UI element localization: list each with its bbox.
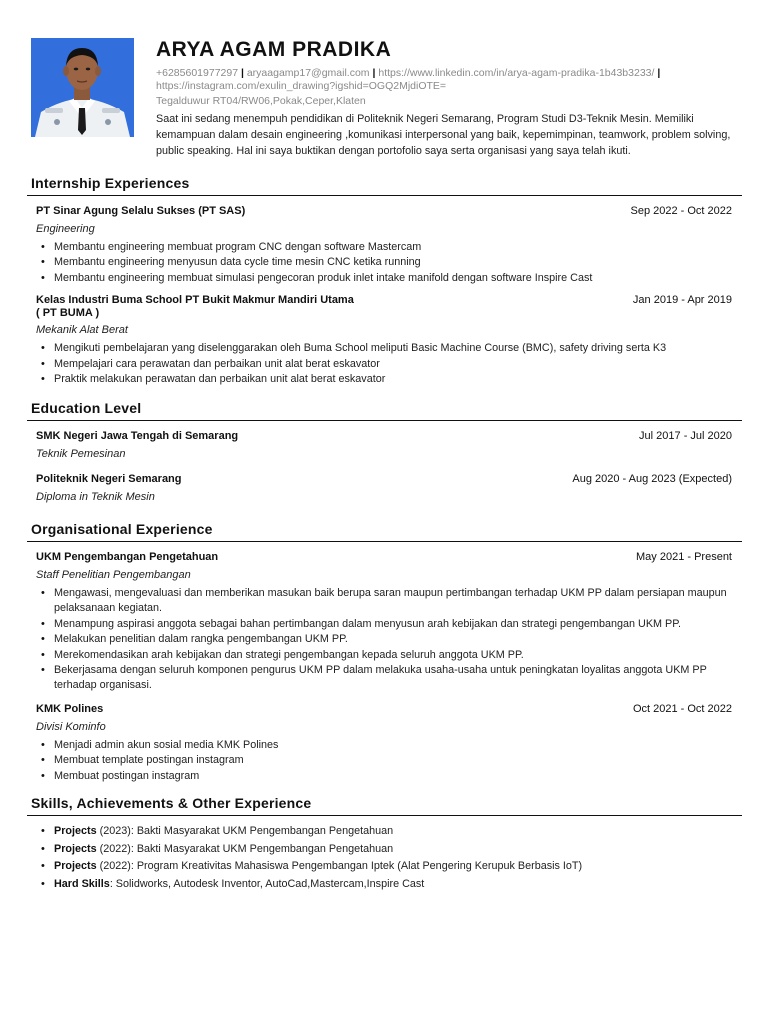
organisation-entry (27, 703, 742, 784)
list-item: • Mengawasi, mengevaluasi dan memberikan masukan baik berupa saran maupun pertimbangan terhadap UKM PP dalam persiapan maupun pelaksanaan kegiatan. (36, 586, 732, 617)
section-title: Education Level (31, 400, 142, 416)
item-label: Projects (54, 825, 97, 837)
section-divider (27, 420, 742, 421)
study-program: Diploma in Teknik Mesin (36, 491, 155, 503)
bullet-list (36, 341, 732, 387)
organization-name-line: ( PT BUMA ) (36, 307, 100, 320)
section-title: Internship Experiences (31, 175, 190, 191)
education-entry (27, 473, 742, 504)
candidate-name: ARYA AGAM PRADIKA (156, 38, 392, 61)
school-name: Politeknik Negeri Semarang (36, 473, 182, 485)
role-title: Staff Penelitian Pengembangan (36, 569, 191, 581)
date-range: Jan 2019 - Apr 2019 (632, 294, 732, 307)
section-divider (27, 815, 742, 816)
section-title: Skills, Achievements & Other Experience (31, 795, 312, 811)
role-title: Mekanik Alat Berat (36, 324, 128, 337)
organization-name: UKM Pengembangan Pengetahuan (36, 551, 219, 563)
organization-name-line: Kelas Industri Buma School PT Bukit Makmur Mandiri Utama (36, 294, 354, 307)
date-range: May 2021 - Present (636, 551, 732, 563)
date-range: Sep 2022 - Oct 2022 (630, 205, 732, 217)
item-label: Hard Skills (54, 877, 110, 890)
list-item: • Membantu engineering membuat program CNC dengan software Mastercam (36, 240, 732, 255)
date-range: Oct 2021 - Oct 2022 (632, 702, 732, 715)
item-text: : Solidworks, Autodesk Inventor, AutoCad,Mastercam,Inspire Cast (109, 877, 425, 890)
list-item (36, 841, 742, 859)
list-item: • Membantu engineering menyusun data cycle time mesin CNC ketika running (36, 255, 732, 270)
bullet-list (36, 738, 732, 784)
education-entry (27, 430, 742, 461)
list-item: • Merekomendasikan arah kebijakan dan strategi pengembangan kepada seluruh anggota UKM PP. (36, 648, 732, 663)
separator: | (240, 67, 244, 79)
role-title: Engineering (36, 223, 95, 235)
email-link[interactable]: aryaagamp17@gmail.com (246, 67, 370, 79)
experience-entry (27, 205, 742, 286)
organisation-section (27, 520, 742, 784)
list-item (36, 876, 742, 894)
separator: | (372, 67, 376, 79)
date-range: Aug 2020 - Aug 2023 (Expected) (572, 473, 732, 485)
item-text: (2022): Bakti Masyarakat UKM Pengembangan Pengetahuan (96, 842, 394, 855)
item-text: (2023): Bakti Masyarakat UKM Pengembangan Pengetahuan (96, 825, 394, 837)
address: Tegalduwur RT04/RW06,Pokak,Ceper,Klaten (156, 95, 366, 107)
item-label: Projects (54, 842, 97, 855)
list-item: • Membuat postingan instagram (36, 769, 732, 784)
section-divider (27, 541, 742, 542)
date-range: Jul 2017 - Jul 2020 (639, 430, 732, 442)
list-item: • Mengikuti pembelajaran yang diselenggarakan oleh Buma School meliputi Basic Machine Course (BMC), safety driving serta K3 (36, 341, 732, 356)
separator: | (657, 67, 661, 79)
list-item: • Melakukan penelitian dalam rangka pengembangan UKM PP. (36, 632, 732, 647)
item-label: Projects (54, 860, 97, 873)
role-title: Divisi Kominfo (36, 720, 106, 733)
linkedin-link[interactable]: https://www.linkedin.com/in/arya-agam-pradika-1b43b3233/ (378, 67, 655, 79)
skills-section (27, 794, 742, 893)
profile-summary: Saat ini sedang menempuh pendidikan di Politeknik Negeri Semarang, Program Studi D3-Teknik Mesin. Memiliki kemampuan dalam desain engineering ,komunikasi interpersonal yang baik, kepemimpinan, teamwork, problem solving, public speaking. Hal ini saya buktikan dengan portofolio saya serta organisasi yang saya telah ikuti. (156, 113, 731, 157)
header-info (156, 36, 746, 159)
phone-number: +6285601977297 (156, 67, 239, 79)
organization-name (36, 294, 354, 320)
list-item: • Menampung aspirasi anggota sebagai bahan pertimbangan dalam menyusun arah kebijakan dan strategi pengembangan UKM PP. (36, 617, 732, 632)
bullet-list (36, 586, 732, 694)
list-item: • Membantu engineering membuat simulasi pengecoran produk inlet intake manifold dengan software Inspire Cast (36, 271, 732, 286)
internship-section (27, 174, 742, 387)
experience-entry (27, 294, 742, 387)
contact-line (156, 67, 746, 93)
skills-list (27, 823, 742, 893)
profile-photo (31, 38, 134, 137)
list-item: • Menjadi admin akun sosial media KMK Polines (36, 738, 732, 753)
section-title: Organisational Experience (31, 521, 213, 537)
education-section (27, 399, 742, 504)
list-item: • Membuat template postingan instagram (36, 753, 732, 768)
instagram-link[interactable]: https://instagram.com/exulin_drawing?igshid=OGQ2MjdiOTE= (156, 80, 447, 92)
list-item: • Mempelajari cara perawatan dan perbaikan unit alat berat eskavator (36, 357, 732, 372)
section-divider (27, 195, 742, 196)
bullet-list (36, 240, 732, 286)
organization-name: KMK Polines (36, 702, 104, 715)
list-item (36, 823, 742, 841)
organisation-entry (27, 551, 742, 694)
school-name: SMK Negeri Jawa Tengah di Semarang (36, 430, 239, 442)
study-program: Teknik Pemesinan (36, 448, 126, 460)
organization-name: PT Sinar Agung Selalu Sukses (PT SAS) (36, 205, 246, 217)
list-item: • Bekerjasama dengan seluruh komponen pengurus UKM PP dalam melakuka usaha-usaha untuk peningkatan loyalitas anggota UKM PP terhadap organisasi. (36, 663, 732, 694)
item-text: (2022): Program Kreativitas Mahasiswa Pengembangan Iptek (Alat Pengering Kerupuk Berbasis IoT) (96, 860, 583, 873)
list-item (36, 858, 742, 876)
list-item: • Praktik melakukan perawatan dan perbaikan unit alat berat eskavator (36, 372, 732, 387)
